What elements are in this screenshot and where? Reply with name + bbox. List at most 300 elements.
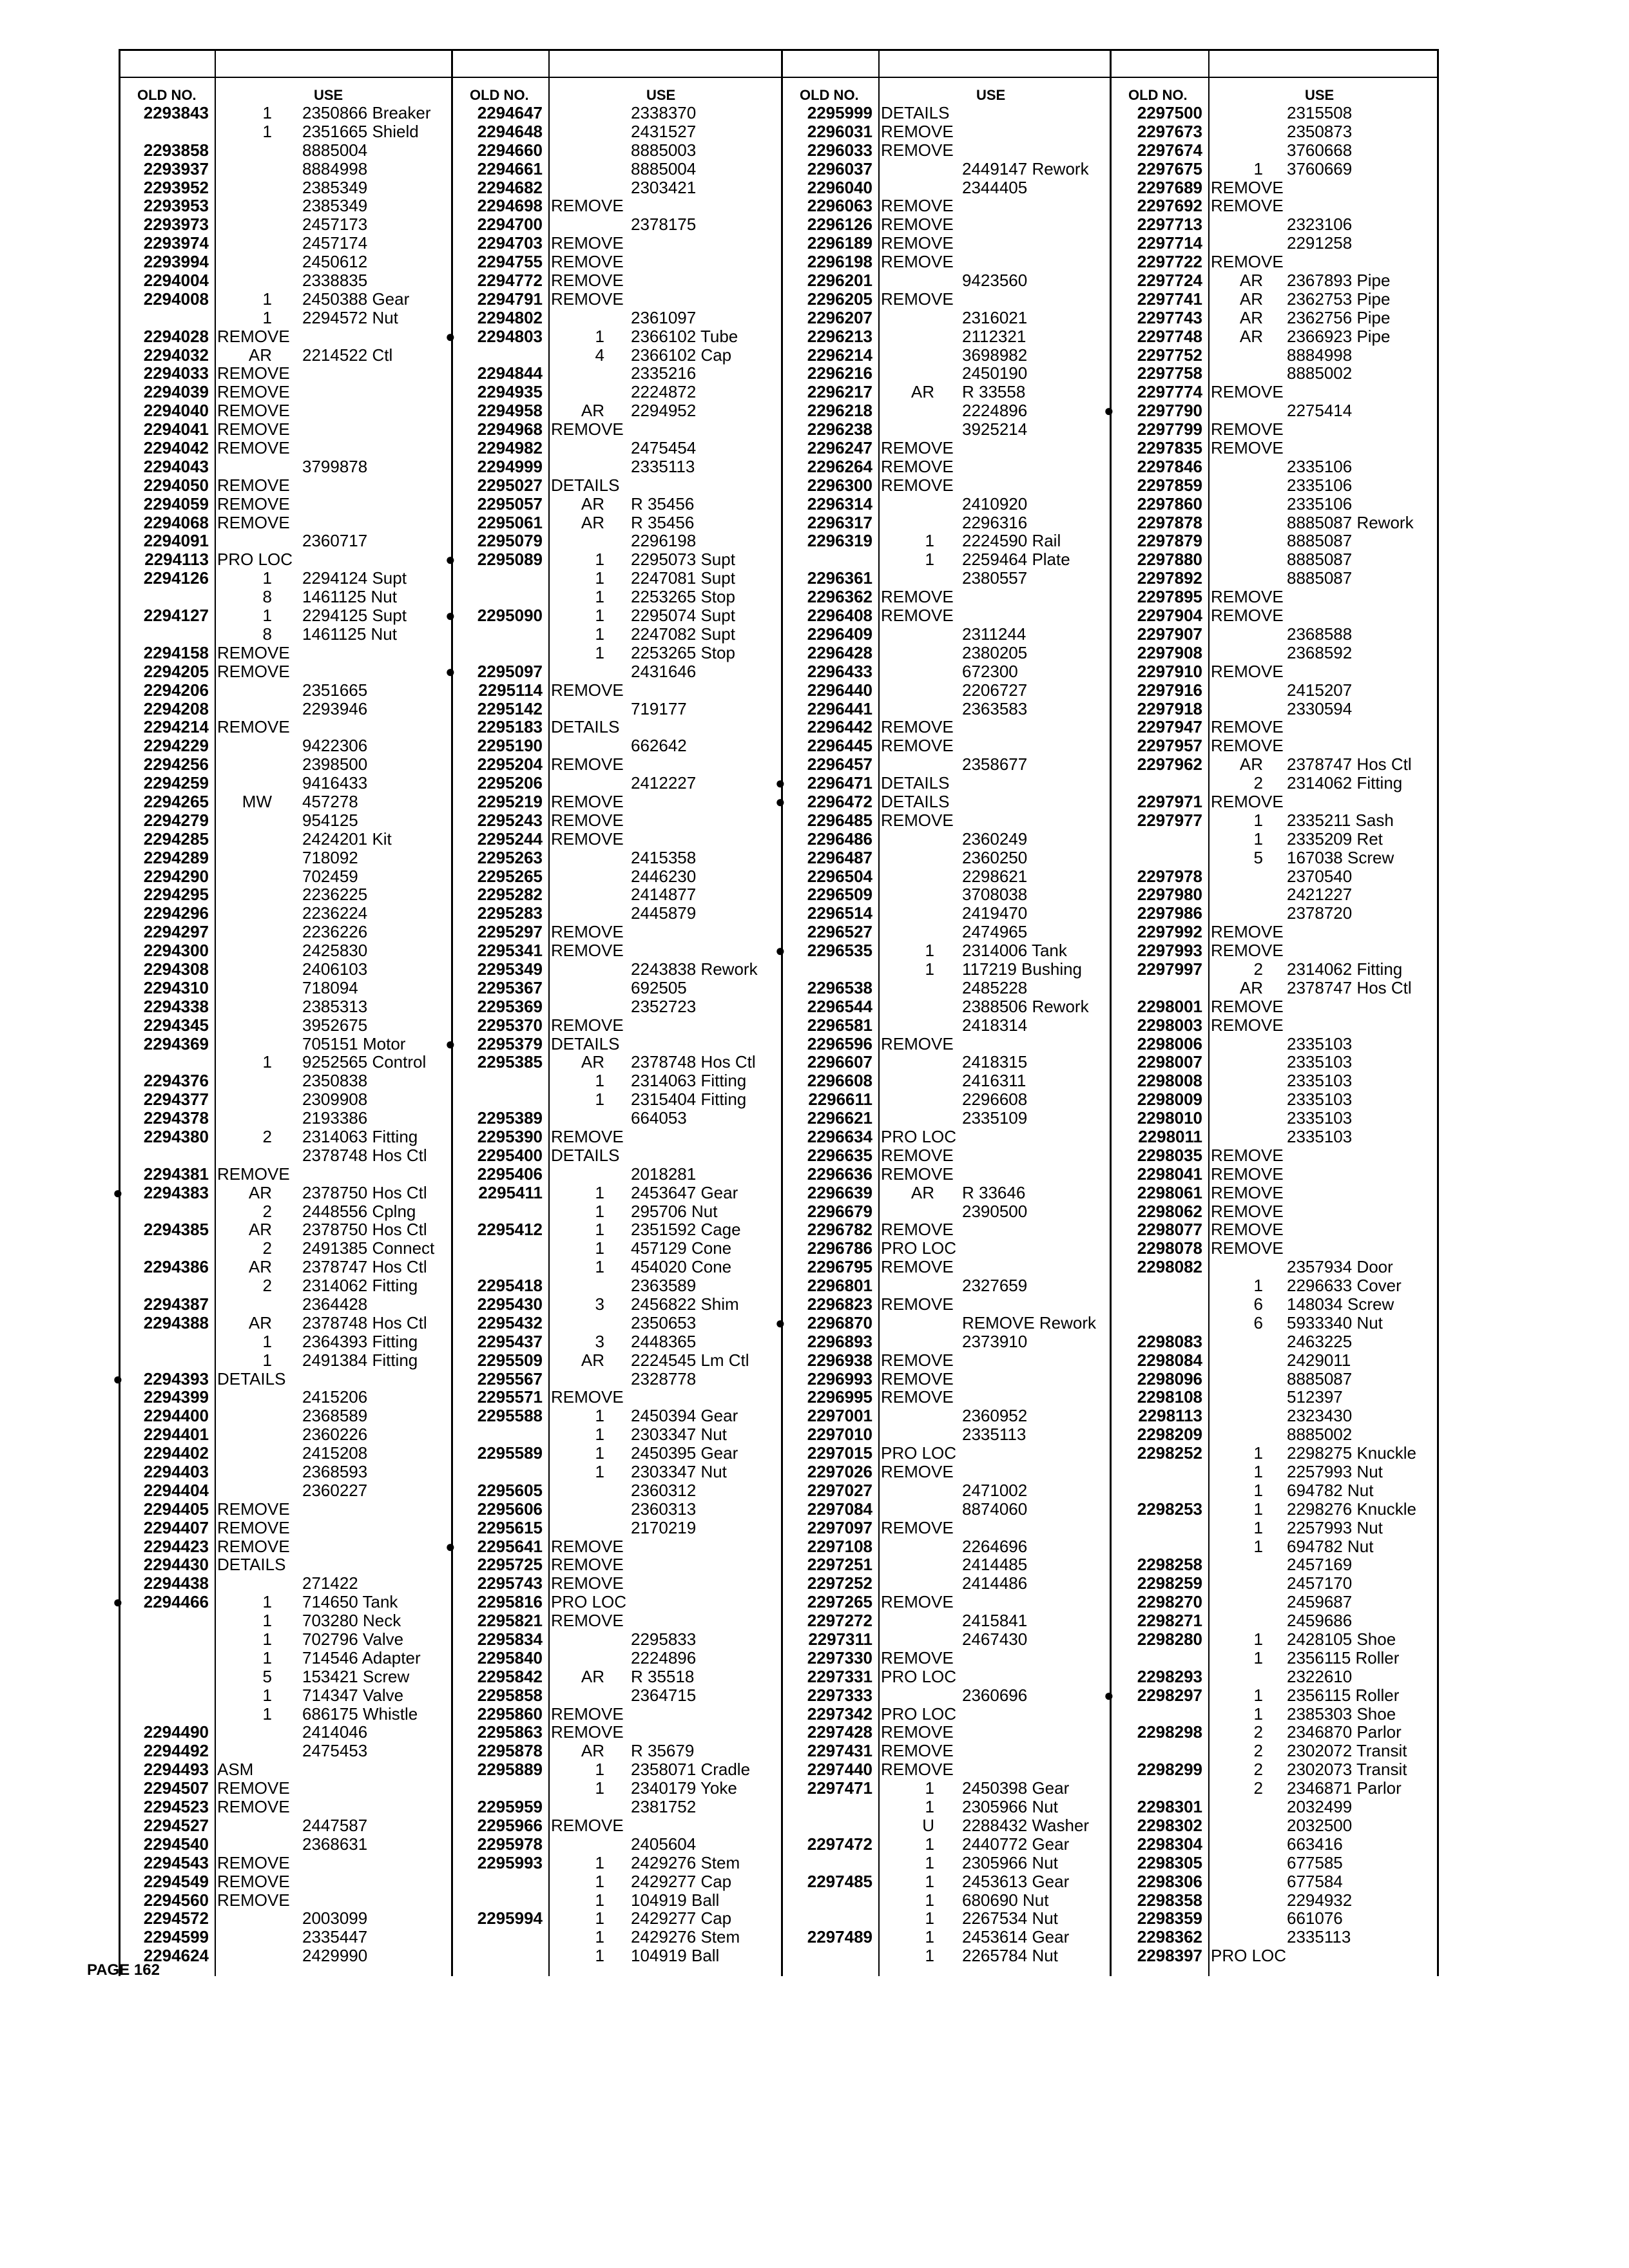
table-row [783, 1295, 1112, 1314]
table-row [120, 309, 453, 327]
table-row [783, 141, 1112, 160]
row-old: 2296218 [807, 401, 872, 421]
row-old: 2295509 [477, 1350, 543, 1370]
table-row [783, 1184, 1112, 1202]
row-use: 2335106 [1287, 475, 1353, 495]
row-use: 2346871 Parlor [1287, 1778, 1402, 1798]
table-row [453, 514, 783, 532]
row-qty: 1 [595, 1090, 604, 1110]
table-row [1112, 178, 1439, 197]
row-old: 2294338 [143, 996, 209, 1016]
row-use: 2327659 [962, 1276, 1028, 1296]
row-qty: 1 [925, 550, 934, 570]
row-old: 2295589 [477, 1443, 543, 1463]
table-row [453, 457, 783, 476]
row-use: 2335103 [1287, 1052, 1353, 1072]
row-qty: 1 [925, 531, 934, 551]
row-use: 2405604 [631, 1834, 697, 1854]
row-rem: PRO LOC [1211, 1946, 1287, 1966]
row-old: 2297741 [1137, 289, 1202, 309]
table-row [1112, 457, 1439, 476]
row-old: 2295206 [477, 773, 543, 793]
row-use: 8885003 [631, 140, 697, 160]
row-use: 2385349 [302, 177, 368, 197]
row-use: 714650 Tank [302, 1592, 398, 1612]
row-old: 2296611 [808, 1090, 872, 1110]
row-old: 2297986 [1137, 903, 1202, 923]
table-row [1112, 550, 1439, 569]
row-old: 2295840 [477, 1648, 543, 1667]
table-row [453, 1016, 783, 1035]
table-row [1112, 923, 1439, 941]
row-old: 2297957 [1137, 736, 1202, 756]
row-qty: 1 [262, 1592, 272, 1612]
table-row [120, 1574, 453, 1593]
row-old: 2297675 [1137, 159, 1202, 178]
row-qty: 1 [595, 1071, 604, 1091]
table-row [120, 1146, 453, 1165]
row-rem: DETAILS [217, 1369, 286, 1389]
row-old: 2298252 [1137, 1443, 1202, 1463]
row-old: 2297331 [807, 1666, 872, 1686]
row-old: 2297907 [1137, 624, 1202, 644]
table-row [783, 1370, 1112, 1389]
table-row [453, 1053, 783, 1072]
row-use: 714546 Adapter [302, 1648, 421, 1667]
row-rem: REMOVE [551, 252, 624, 272]
row-old: 2297962 [1137, 754, 1202, 774]
table-row [453, 1202, 783, 1221]
row-old: 2298259 [1137, 1573, 1202, 1593]
row-old: 2295978 [477, 1834, 543, 1854]
row-old: 2294844 [477, 363, 543, 383]
row-old: 2296514 [807, 903, 872, 923]
row-old: 2295090 [477, 606, 543, 626]
row-old: 2297971 [1137, 791, 1202, 811]
row-use: 2344405 [962, 177, 1028, 197]
table-row [1112, 1463, 1439, 1481]
row-use: 1461125 Nut [302, 624, 397, 644]
row-use: 2368592 [1287, 642, 1353, 662]
row-qty: 1 [1253, 159, 1263, 178]
row-old: 2294310 [143, 977, 209, 997]
row-rem: REMOVE [551, 829, 624, 849]
row-use: 2112321 [962, 326, 1027, 346]
row-old: 2296428 [807, 642, 872, 662]
row-use: 661076 [1287, 1908, 1343, 1928]
table-row [120, 1835, 453, 1854]
row-use: 2298621 [962, 866, 1028, 886]
row-use: 2291258 [1287, 233, 1353, 253]
row-use: 2390500 [962, 1201, 1028, 1221]
row-old: 2294560 [143, 1890, 209, 1910]
table-row [1112, 1072, 1439, 1090]
row-rem: DETAILS [881, 773, 950, 793]
table-row [1112, 309, 1439, 327]
table-row [1112, 569, 1439, 588]
row-use: 2362756 Pipe [1287, 307, 1391, 327]
table-row [783, 1090, 1112, 1109]
table-row [120, 160, 453, 178]
row-old: 2296486 [807, 829, 872, 849]
table-row [120, 1555, 453, 1574]
table-row [1112, 383, 1439, 401]
row-old: 2296264 [807, 456, 872, 476]
table-row [120, 700, 453, 718]
table-row [1112, 588, 1439, 606]
table-row [1112, 1035, 1439, 1053]
row-old: 2294259 [143, 773, 209, 793]
row-qty: 1 [1253, 1276, 1263, 1296]
row-old: 2294385 [143, 1220, 209, 1240]
table-row [453, 1128, 783, 1146]
row-qty: U [922, 1815, 934, 1835]
row-qty: 1 [262, 1611, 272, 1631]
table-row [783, 1649, 1112, 1667]
row-old: 2297918 [1137, 698, 1202, 718]
table-row [1112, 234, 1439, 253]
row-old: 2294549 [143, 1871, 209, 1891]
row-qty: 1 [262, 1629, 272, 1649]
row-rem: REMOVE [551, 271, 624, 291]
table-row [783, 178, 1112, 197]
table-row [120, 904, 453, 923]
row-rem: REMOVE [881, 1350, 954, 1370]
row-use: 2275414 [1287, 401, 1353, 421]
row-use: 2366923 Pipe [1287, 326, 1391, 346]
table-row [453, 1463, 783, 1481]
row-old: 2294388 [143, 1312, 209, 1332]
row-rem: REMOVE [217, 1517, 290, 1537]
row-use: 2236226 [302, 922, 368, 942]
row-qty: 2 [1253, 1741, 1263, 1761]
row-use: 2418315 [962, 1052, 1028, 1072]
bullet-icon: ● [1104, 401, 1114, 421]
table-row [783, 290, 1112, 309]
table-row [120, 1667, 453, 1686]
row-use: 2335103 [1287, 1033, 1353, 1053]
table-row [1112, 793, 1439, 811]
row-rem: REMOVE [551, 1611, 624, 1631]
row-old: 2295743 [477, 1573, 543, 1593]
row-old: 2298305 [1137, 1852, 1202, 1872]
row-use: 8885004 [302, 140, 368, 160]
column-header-old: OLD NO. [800, 87, 859, 103]
table-row [1112, 904, 1439, 923]
row-qty: AR [581, 1350, 604, 1370]
table-row [453, 904, 783, 923]
table-row [120, 718, 453, 736]
table-row [1112, 1630, 1439, 1649]
row-use: 2328778 [631, 1369, 697, 1389]
table-row [1112, 960, 1439, 979]
row-old: 2294127 [143, 606, 209, 626]
row-qty: 1 [595, 1890, 604, 1910]
row-use: 2323430 [1287, 1406, 1353, 1426]
row-use: 2429990 [302, 1946, 368, 1966]
row-use: 2340179 Yoke [631, 1778, 737, 1798]
page-number: PAGE 162 [87, 1961, 160, 1979]
row-rem: REMOVE [551, 922, 624, 942]
table-row [783, 681, 1112, 700]
row-old: 2298306 [1137, 1871, 1202, 1891]
table-row [1112, 1351, 1439, 1370]
table-row [453, 495, 783, 514]
row-use: 2293946 [302, 698, 368, 718]
table-row [453, 1667, 783, 1686]
row-rem: REMOVE [1211, 996, 1284, 1016]
row-use: 2322610 [1287, 1666, 1353, 1686]
row-old: 2294438 [143, 1573, 209, 1593]
bullet-icon: ● [775, 791, 786, 811]
table-row [1112, 1425, 1439, 1444]
row-old: 2298035 [1137, 1145, 1202, 1165]
table-row [1112, 1295, 1439, 1314]
row-old: 2295282 [477, 885, 543, 905]
row-rem: PRO LOC [881, 1443, 957, 1463]
table-row [120, 439, 453, 457]
table-row [120, 178, 453, 197]
table-row [453, 1332, 783, 1351]
table-row [453, 960, 783, 979]
row-use: 2471002 [962, 1480, 1028, 1500]
row-old: 2296063 [807, 196, 872, 216]
row-old: 2297724 [1137, 271, 1202, 291]
table-row [783, 1016, 1112, 1035]
row-use: 2450395 Gear [631, 1443, 738, 1463]
row-use: 2378747 Hos Ctl [1287, 754, 1412, 774]
row-rem: REMOVE [881, 717, 954, 737]
row-old: 2298253 [1137, 1499, 1202, 1519]
bullet-icon: ● [775, 773, 786, 793]
row-qty: 1 [1253, 810, 1263, 830]
row-use: 2295833 [631, 1629, 697, 1649]
table-row [783, 420, 1112, 439]
table-row [1112, 849, 1439, 867]
table-row [453, 718, 783, 736]
row-rem: REMOVE [217, 382, 290, 402]
table-row [120, 1481, 453, 1500]
table-row [783, 700, 1112, 718]
row-use: 2360696 [962, 1685, 1028, 1705]
table-row [453, 1072, 783, 1090]
row-qty: 1 [262, 289, 272, 309]
table-row [783, 1500, 1112, 1519]
row-use: 2429276 Stem [631, 1852, 740, 1872]
row-old: 2297748 [1137, 326, 1202, 346]
table-row [453, 793, 783, 811]
row-old: 2295379 [477, 1033, 543, 1053]
table-row [453, 1611, 783, 1630]
row-rem: DETAILS [551, 475, 620, 495]
table-row [453, 1555, 783, 1574]
row-use: 2257993 Nut [1287, 1517, 1383, 1537]
row-old: 2297880 [1137, 550, 1202, 570]
table-row [453, 122, 783, 141]
table-row [453, 141, 783, 160]
row-rem: REMOVE [1211, 1182, 1284, 1202]
row-old: 2297978 [1137, 866, 1202, 886]
table-row [783, 1611, 1112, 1630]
row-old: 2294214 [143, 717, 209, 737]
row-rem: REMOVE [551, 680, 624, 700]
row-old: 2295966 [477, 1815, 543, 1835]
table-row [783, 1109, 1112, 1128]
table-row [113, 1182, 453, 1202]
row-old: 2294113 [144, 550, 209, 570]
row-old: 2295367 [477, 977, 543, 997]
row-qty: 3 [595, 1294, 604, 1314]
row-old: 2296485 [807, 810, 872, 830]
table-row [1112, 1053, 1439, 1072]
row-old: 2295412 [477, 1220, 543, 1240]
row-use: 2385313 [302, 996, 368, 1016]
row-rem: REMOVE [881, 1517, 954, 1537]
row-old: 2294043 [143, 456, 209, 476]
table-row [453, 830, 783, 849]
row-use: 8885004 [631, 159, 697, 178]
table-row [1112, 1574, 1439, 1593]
row-old: 2298078 [1137, 1238, 1202, 1258]
row-old: 2295834 [477, 1629, 543, 1649]
row-rem: REMOVE [881, 438, 954, 458]
row-old: 2298083 [1137, 1331, 1202, 1351]
row-use: 2475454 [631, 438, 697, 458]
row-use: 2424201 Kit [302, 829, 392, 849]
row-qty: 1 [595, 1425, 604, 1445]
row-old: 2295878 [477, 1741, 543, 1761]
column-header-use: USE [314, 87, 343, 103]
row-old: 2294755 [477, 252, 543, 272]
row-old: 2294624 [143, 1946, 209, 1966]
row-use: 167038 Screw [1287, 847, 1394, 867]
row-old: 2294430 [143, 1555, 209, 1575]
row-old: 2295341 [477, 941, 543, 961]
row-use: 2491384 Fitting [302, 1350, 418, 1370]
row-use: 2294124 Supt [302, 568, 407, 588]
table-row [120, 681, 453, 700]
table-row [120, 941, 453, 960]
row-rem: REMOVE [1211, 1201, 1284, 1221]
table-row [120, 1798, 453, 1816]
table-row [1112, 867, 1439, 886]
row-old: 2297311 [808, 1629, 872, 1649]
table-row [453, 420, 783, 439]
row-rem: REMOVE [551, 1573, 624, 1593]
table-row [1112, 1258, 1439, 1276]
table-row [120, 290, 453, 309]
row-use: 1461125 Nut [302, 587, 397, 607]
row-old: 2298302 [1137, 1815, 1202, 1835]
table-row [453, 1705, 783, 1724]
row-old: 2297916 [1137, 680, 1202, 700]
row-use: 295706 Nut [631, 1201, 718, 1221]
row-qty: 1 [262, 568, 272, 588]
table-row [453, 104, 783, 122]
table-row [783, 755, 1112, 774]
row-old: 2297947 [1137, 717, 1202, 737]
row-use: 662642 [631, 736, 687, 756]
row-old: 2297097 [807, 1517, 872, 1537]
row-old: 2296621 [807, 1108, 872, 1128]
row-old: 2298007 [1137, 1052, 1202, 1072]
row-rem: REMOVE [881, 1462, 954, 1482]
table-row [120, 923, 453, 941]
table-row [783, 532, 1112, 550]
row-use: 692505 [631, 977, 687, 997]
row-old: 2298270 [1137, 1592, 1202, 1612]
table-row [453, 178, 783, 197]
table-row [120, 1686, 453, 1705]
table-row [120, 588, 453, 606]
row-old: 2295385 [477, 1052, 543, 1072]
row-old: 2296238 [807, 419, 872, 439]
row-old: 2296635 [807, 1145, 872, 1165]
row-rem: REMOVE [881, 587, 954, 607]
table-row [120, 662, 453, 681]
row-use: 2398500 [302, 754, 368, 774]
table-row [120, 736, 453, 755]
row-old: 2297977 [1137, 810, 1202, 830]
row-rem: PRO LOC [881, 1238, 957, 1258]
row-old: 2296608 [807, 1071, 872, 1091]
table-row [120, 550, 453, 569]
row-old: 2297799 [1137, 419, 1202, 439]
row-use: 2350653 [631, 1312, 697, 1332]
row-old: 2298359 [1137, 1908, 1202, 1928]
row-old: 2294295 [143, 885, 209, 905]
row-use: 2193386 [302, 1108, 368, 1128]
row-use: 2457169 [1287, 1555, 1353, 1575]
row-qty: 1 [262, 103, 272, 122]
table-row [783, 234, 1112, 253]
row-old: 2296509 [807, 885, 872, 905]
row-qty: AR [1239, 326, 1263, 346]
table-row [453, 588, 783, 606]
table-row [120, 1649, 453, 1667]
row-old: 2294803 [477, 326, 543, 346]
table-row [453, 1258, 783, 1276]
table-row [120, 401, 453, 420]
row-old: 2294290 [143, 866, 209, 886]
row-use: 2360952 [962, 1406, 1028, 1426]
row-rem: REMOVE [881, 289, 954, 309]
row-use: 2314006 Tank [962, 941, 1067, 961]
row-use: 2364715 [631, 1685, 697, 1705]
row-rem: REMOVE [881, 810, 954, 830]
row-use: 2363583 [962, 698, 1028, 718]
table-row [120, 1928, 453, 1946]
row-qty: 1 [595, 1778, 604, 1798]
table-row [783, 736, 1112, 755]
row-qty: 1 [1253, 1462, 1263, 1482]
row-old: 2295606 [477, 1499, 543, 1519]
table-row [1112, 1705, 1439, 1724]
row-old: 2296198 [807, 252, 872, 272]
table-row [783, 885, 1112, 904]
table-row [1112, 662, 1439, 681]
table-row [1112, 215, 1439, 234]
row-old: 2296445 [807, 736, 872, 756]
table-row [1112, 1742, 1439, 1760]
row-use: 2214522 Ctl [302, 345, 393, 365]
table-row [1112, 1090, 1439, 1109]
row-use: 2412227 [631, 773, 697, 793]
row-qty: 1 [595, 606, 604, 626]
row-use: 703280 Neck [302, 1611, 401, 1631]
row-use: 2415358 [631, 847, 697, 867]
row-old: 2298258 [1137, 1555, 1202, 1575]
